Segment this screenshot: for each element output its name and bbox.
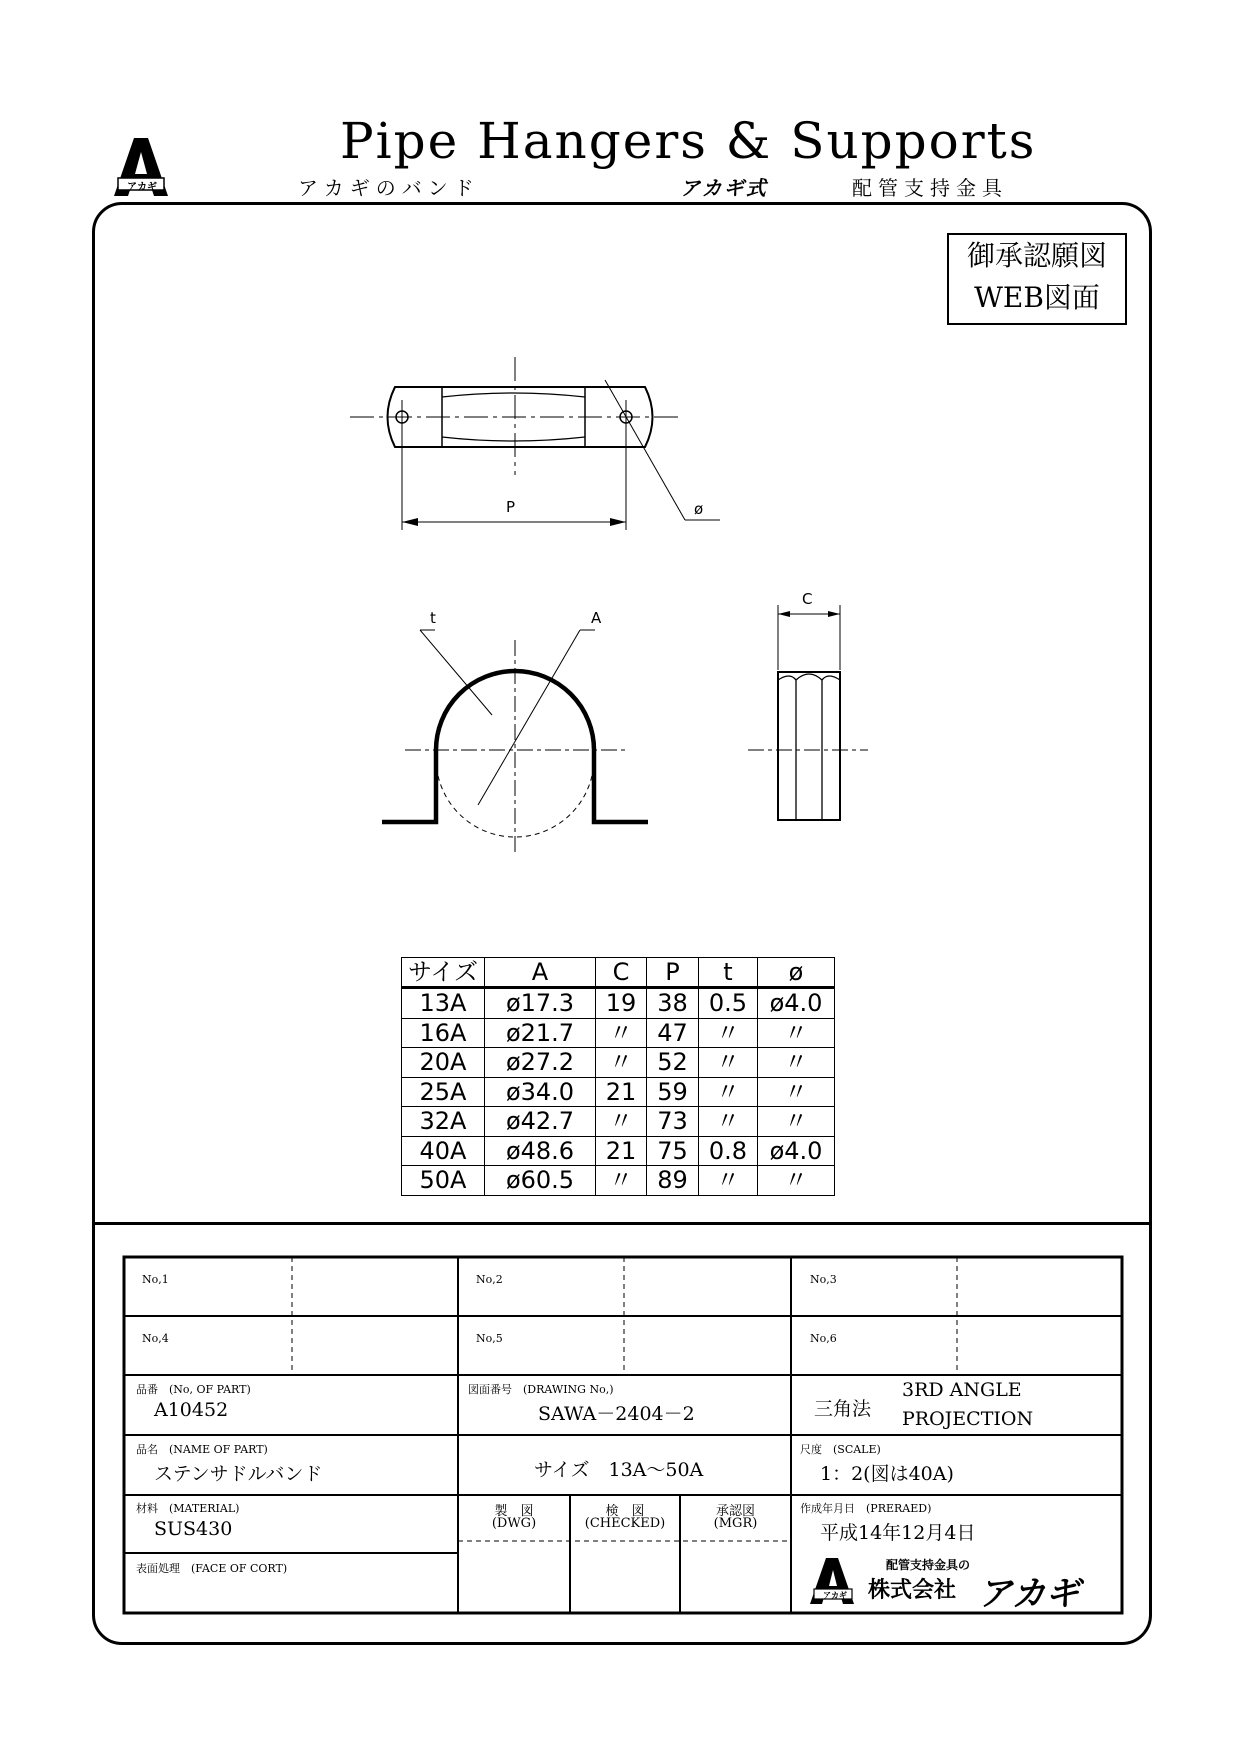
cell-a: ø60.5 [485, 1166, 596, 1196]
cell-phi: 〃 [758, 1018, 835, 1048]
cell-size: 50A [402, 1166, 485, 1196]
stamp-line2: WEB図面 [974, 281, 1100, 314]
cell-p: 52 [647, 1048, 699, 1078]
material-value: SUS430 [154, 1518, 233, 1540]
header-phi: ø [758, 958, 835, 988]
cell-a: ø27.2 [485, 1048, 596, 1078]
cell-t: 0.5 [699, 988, 758, 1019]
stamp-line1: 御承認願図 [966, 239, 1107, 272]
checked-label: 検 図 [605, 1504, 645, 1519]
part-name-label: 品名 (NAME OF PART) [136, 1443, 268, 1456]
mgr-sub: (MGR) [713, 1516, 758, 1531]
no2-label: No,2 [476, 1273, 503, 1286]
scale-value: 1：2(図は40A) [820, 1463, 954, 1485]
company-tagline: 配管支持金具の [886, 1558, 971, 1572]
dim-label-t: t [430, 609, 436, 627]
cell-phi: 〃 [758, 1166, 835, 1196]
cell-p: 73 [647, 1107, 699, 1137]
cell-phi: ø4.0 [758, 1136, 835, 1166]
dim-label-phi: ø [694, 500, 704, 518]
cell-p: 59 [647, 1077, 699, 1107]
cell-size: 16A [402, 1018, 485, 1048]
projection-line1: 3RD ANGLE [902, 1379, 1022, 1401]
drawing-no-label: 図面番号 (DRAWING No,) [468, 1383, 614, 1396]
cell-a: ø17.3 [485, 988, 596, 1019]
no3-label: No,3 [810, 1273, 837, 1286]
material-label: 材料 (MATERIAL) [136, 1502, 240, 1515]
part-no-value: A10452 [154, 1399, 229, 1421]
cell-c: 〃 [596, 1048, 647, 1078]
page-title: Pipe Hangers & Supports [340, 112, 1037, 170]
header-size: サイズ [402, 958, 485, 988]
projection-line2: PROJECTION [902, 1408, 1034, 1430]
cell-phi: 〃 [758, 1048, 835, 1078]
cell-p: 47 [647, 1018, 699, 1048]
cell-size: 32A [402, 1107, 485, 1137]
subtitle-left: アカギのバンド [298, 176, 480, 200]
cell-p: 38 [647, 988, 699, 1019]
company-name: 株式会社 [868, 1578, 957, 1603]
size-range: サイズ 13A～50A [534, 1459, 704, 1481]
cell-size: 20A [402, 1048, 485, 1078]
cell-a: ø48.6 [485, 1136, 596, 1166]
mgr-label: 承認図 [715, 1504, 755, 1519]
header-p: P [647, 958, 699, 988]
cell-t: 〃 [699, 1166, 758, 1196]
cell-phi: ø4.0 [758, 988, 835, 1019]
cell-a: ø42.7 [485, 1107, 596, 1137]
subtitle-brand: アカギ式 [680, 176, 768, 200]
subtitle-right: 配管支持金具 [852, 176, 1008, 200]
scale-label: 尺度 (SCALE) [800, 1443, 881, 1456]
cell-c: 19 [596, 988, 647, 1019]
cell-c: 21 [596, 1136, 647, 1166]
checked-sub: (CHECKED) [584, 1516, 666, 1531]
cell-t: 〃 [699, 1107, 758, 1137]
cell-phi: 〃 [758, 1077, 835, 1107]
cell-size: 40A [402, 1136, 485, 1166]
dim-label-a: A [591, 609, 602, 627]
cell-c: 21 [596, 1077, 647, 1107]
cell-p: 89 [647, 1166, 699, 1196]
no6-label: No,6 [810, 1332, 837, 1345]
cell-t: 0.8 [699, 1136, 758, 1166]
dim-label-c: C [802, 590, 813, 608]
cell-c: 〃 [596, 1166, 647, 1196]
cell-size: 25A [402, 1077, 485, 1107]
cell-size: 13A [402, 988, 485, 1019]
logo-text: アカギ [127, 182, 157, 193]
cell-p: 75 [647, 1136, 699, 1166]
dwg-sub: (DWG) [491, 1516, 537, 1531]
dwg-label: 製 図 [494, 1504, 534, 1519]
date-value: 平成14年12月4日 [820, 1522, 976, 1544]
cell-c: 〃 [596, 1107, 647, 1137]
cell-t: 〃 [699, 1018, 758, 1048]
cell-a: ø21.7 [485, 1018, 596, 1048]
company-brand: アカギ [978, 1574, 1080, 1614]
header-a: A [485, 958, 596, 988]
surface-label: 表面処理 (FACE OF CORT) [136, 1562, 288, 1575]
dim-label-p: P [506, 498, 516, 516]
part-no-label: 品番 (No, OF PART) [136, 1383, 251, 1396]
cell-t: 〃 [699, 1077, 758, 1107]
cell-c: 〃 [596, 1018, 647, 1048]
no5-label: No,5 [476, 1332, 503, 1345]
cell-t: 〃 [699, 1048, 758, 1078]
projection-label: 三角法 [814, 1398, 872, 1420]
header-c: C [596, 958, 647, 988]
header-t: t [699, 958, 758, 988]
date-label: 作成年月日 (PRERAED) [800, 1502, 932, 1515]
company-logo-text: アカギ [823, 1591, 847, 1600]
cell-phi: 〃 [758, 1107, 835, 1137]
part-name-value: ステンサドルバンド [154, 1463, 323, 1485]
drawing-no-value: SAWA－2404－2 [538, 1403, 695, 1425]
no4-label: No,4 [142, 1332, 169, 1345]
no1-label: No,1 [142, 1273, 169, 1286]
cell-a: ø34.0 [485, 1077, 596, 1107]
